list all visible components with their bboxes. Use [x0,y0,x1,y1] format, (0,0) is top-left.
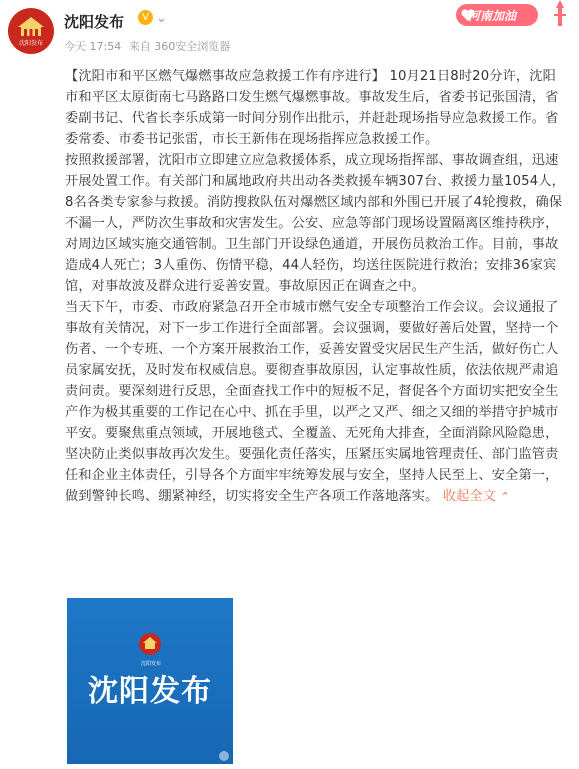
post-paragraph-text: 当天下午，市委、市政府紧急召开全市城市燃气安全专项整治工作会议。会议通报了事故有关情况，对下一步工作进行全面部署。会议强调，要做好善后处置，坚持一个伤者、一个专班、一个方案开展救治工作，妥善安置受灾居民生产生活，做好伤亡人员家属安抚，及时发布权威信息。要彻查事故原因，认定事故性质，依法依规严肃追责问责。要深刻进行反思，全面查找工作中的短板不足，督促各个方面切实把安全生产作为极其重要的工作记在心中、抓在手里，以严之又严、细之又细的举措守护城市平安。要聚焦重点领域，开展地毯式、全覆盖、无死角大排查，全面消除风险隐患，坚决防止类似事故再次发生。要强化责任落实，压紧压实属地管理责任、部门监管责任和企业主体责任，引导各个方面牢牢统筹发展与安全，坚持人民至上、安全第一，做到警钟长鸣、绷紧神经，切实将安全生产各项工作落地落实。 [65,300,559,504]
post-header [0,0,579,62]
post-source: 来自 360安全浏览器 [128,40,231,53]
collapse-label: 收起全文 [442,489,497,504]
post-time[interactable]: 今天 17:54 [64,40,122,53]
post-paragraph: 按照救援部署，沈阳市立即建立应急救援体系，成立现场指挥部、事故调查组，迅速开展处置工作。有关部门和属地政府共出动各类救援车辆307台、救援力量1054人，8名各类专家参与救援。消防搜救队伍对爆燃区域内部和外围已开展了4轮搜救，确保不漏一人，严防次生事故和灾害发生。公安、应急等部门现场设置隔离区维持秩序，对周边区域实施交通管制。卫生部门开设绿色通道，开展伤员救治工作。目前，事故造成4人死亡；3人重伤、伤情平稳，44人轻伤，均送往医院进行救治；安排36家宾馆，对事故波及群众进行妥善安置。事故原因正在调查之中。 [65,153,565,294]
banner-text: 河南加油 [468,9,517,23]
media-title: 沈阳发布 [88,674,212,709]
post-paragraph: 【沈阳市和平区燃气爆燃事故应急救援工作有序进行】 10月21日8时20分许，沈阳市和平区太原街南七马路路口发生燃气爆燃事故。事故发生后，省委书记张国清，省委副书记、代省长李乐成第一时间分别作出批示，并赶赴现场指导应急救援工作。省委常委、市委书记张雷，市长王新伟在现场指挥应急救援工作。 [65,69,559,147]
collapse-button[interactable] [443,489,510,504]
chevron-down-icon[interactable]: ⌄ [156,11,167,26]
post-paragraph [65,297,565,507]
palace-logo-icon [8,8,54,54]
henan-banner [446,0,579,28]
post-image[interactable] [67,598,233,764]
image-badge-icon [219,751,229,761]
post-meta [64,38,234,54]
user-name[interactable]: 沈阳发布 [64,13,125,31]
palace-logo-icon [139,632,161,656]
avatar[interactable] [8,8,54,54]
post-content [65,66,565,507]
tower-icon [546,0,574,28]
chevron-up-icon: ⌃ [500,490,510,503]
verified-v-icon: V [138,10,153,25]
media-logo-label: 沈阳发布 [140,661,161,667]
avatar-label: 沈阳发布 [18,40,43,47]
